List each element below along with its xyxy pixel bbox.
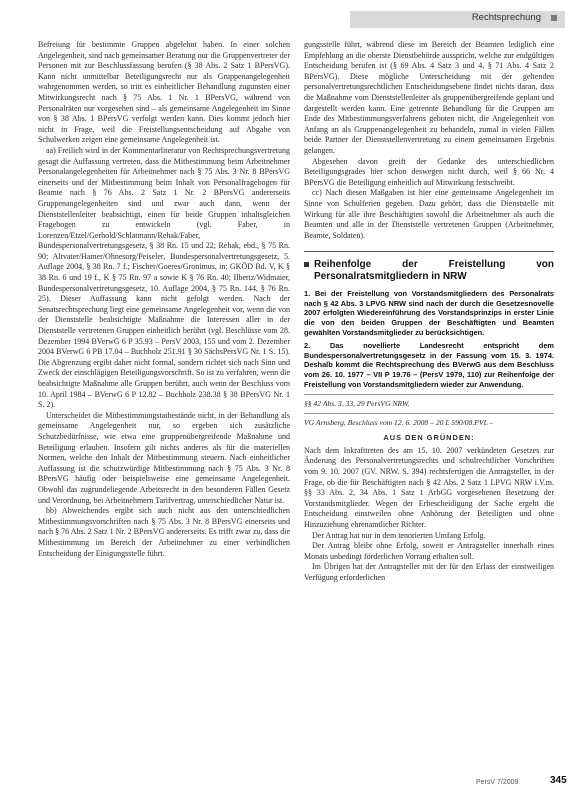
body-paragraph: Nach dem Inkrafttreten des am 15. 10. 2007 verkündeten Gesetzes zur Änderung des Personalvertretungsrechts und schulrechtlicher Vorschriften vom 9. 10. 2007 (GV. NRW. S. 394) rechtsfertigen die Antragsteller, in der Frage, ob die für Beschäftigten nach § 42 Abs. 2 Satz 1 LPVG NRW i.V.m. §§ 33 Abs. 2, 34 Abs. 1 Satz 1 ArbGG vorgesehenen Besetzung der Vorstandsmitglieder. Wegen der Erbescheidigung der Sache ergeht die Entscheidung einstweilen ohne Anhörung der Beteiligten und ohne Hinzuziehung ehrenamtlicher Richter. (304, 445, 554, 529)
section-title: Reihenfolge der Freistellung von Personalratsmitgliedern in NRW (314, 259, 554, 283)
headnotes (304, 289, 554, 389)
court-reference: VG Arnsberg, Beschluss vom 12. 6. 2008 – 20 L 590/08.PVL – (304, 413, 554, 428)
body-paragraph: gungsstelle führt, während diese im Bereich der Beamten lediglich eine Empfehlung an die oberste Dienstbehörde ausspricht, welche zur endgültigen Entscheidung berufen ist (§ 69 Abs. 4 Satz 3 und 4, § 71 Abs. 4 Satz 2 BPersVG). Diese mögliche Unterscheidung mit der geltenden personalvertretungsrechtlichen Entscheidungsebene findet nichts daran, dass die Maßnahme vom Dienststellenleiter als gruppenübergreifende geplant und dargestellt werden kann. Eine getrennte Behandlung für die Gruppen am Ende des Mitbestimmungsverfahrens geboten nicht, die Angelegenheit von Anfang an als Gruppenangelegenheit zu behandeln, zumal in vielen Fällen beide Partner der Dienststellenvertretung zu einem gemeinsamen Ergebnis gelangen. (304, 40, 554, 155)
journal-reference: PersV 7/2009 (476, 779, 519, 786)
body-paragraph: Im Übrigen hat der Antragsteller mit der für den Erlass der einstweiligen Verfügung erforderlichen (304, 562, 554, 582)
section-heading (304, 259, 554, 283)
left-column (38, 40, 290, 559)
decision-section (304, 251, 554, 583)
body-paragraph: Abgesehen davon greift der Gedanke des unterschiedlichen Beteiligungsgrades hier schon deswegen nicht durch, weil § 66 Nr. 4 BPersVG die Beteiligung einheitlich auf Mitwirkung festschreibt. (304, 156, 554, 187)
body-paragraph: aa) Freilich wird in der Kommentarliteratur von Rechtsprechungsvertretung gesagt die Auffassung vertreten, dass die Mitbestimmung beim Arbeitnehmer Personalangelegenheiten für Arbeitnehmer nach § 75 Abs. 3 Nr. 8 BPersVG einerseits und der Mitbestimmung beim Inhalt von Personalfragebogen für Beamte nach § 76 Abs. 2 Satz 1 Nr. 2 BPersVG andererseits Gruppenangelegenheiten sind und zwar auch dann, wenn der Dienststellenleiter beabsichtigt, einen für beide Gruppen inhaltsgleichen Fragebogen zu entwickeln (vgl. Faber, in Lorenzen/Etzel/Gerhold/Schlatmann/Rehak/Faber, Bundespersonalvertretungsgesetz, § 38 Rn. 15 und 22; Rehak, ebd., § 75 Rn. 90; Altvater/Hamer/Ohnesorg/Peiseler, Bundespersonalvertretungsgesetz, 5. Auflage 2004, § 38 Rn. 7 f.; Fischer/Goeres/Gronimus, in: GKÖD Bd. V, K § 38 Rn. 6 und 19 f., K § 75 Rn. 97 a sowie K § 76 Rn. 40; Ilbertz/Widmaier, Bundespersonalvertretungsgesetz, 10. Auflage 2004, § 75 Rn. 144, § 76 Rn. 25). Dieser Auffassung kann nicht gefolgt werden. Nach der Senatsrechtsprechung liegt eine gemeinsame Angelegenheit vor, wenn die von der Dienststelle beabsichtigte Maßnahme die Interessen aller in der Dienststelle vertretenen Gruppen einheitlich berührt (vgl. Beschlüsse vom 28. Dezember 1994 BVerwG 6 P 35.93 – PersV 2003, 155 und vom 2. Dezember 2004 BVerwG 6 PB 17.04 – Buchholz 251.91 § 30 SächsPersVG Nr. 1 S. 15). Die Abgrenzung ergibt daher nicht formal, sondern richtet sich nach Sinn und Zweck der einschlägigen Beteiligungsvorschrift. So ist zu verfahren, wenn die beabsichtigte Maßnahme alle Gruppen berührt, auch wenn der Beschluss vom 10. April 1984 – BVerwG 6 P 12.82 – Buchholz 238.38 § 38 BPersVG Nr. 1 S. 2). (38, 145, 290, 410)
headnote: 1. Bei der Freistellung von Vorstandsmitgliedern des Personalrats nach § 42 Abs. 3 LPVG NRW sind nach der durch die Gesetzesnovelle 2007 erfolgten Wiedereinführung des Vorstandsprinzips in erster Linie die von den beiden Gruppen der Beschäftigten und Beamten gewählten Vorstandsmitglieder zu berücksichtigen. (304, 289, 554, 337)
section-label: Rechtsprechung (471, 12, 541, 23)
body-paragraph: Befreiung für bestimmte Gruppen abgelehnt haben. In einer solchen Angelegenheit, sind nach gemeinsamer Beratung nur die Gruppenvertreter der Personen mit zur Beschlussfassung berufen (§ 38 Abs. 2 Satz 1 BPersVG). Kann nicht unmittelbar Beteiligungsrecht nur als Gruppenangelegenheit wahrgenommen werden, so tritt es einheitlicher Behandlung zugunsten einer Mitwirkungsrecht nach § 75 Abs. 1 Nr. 1 BPersVG, während von Personalräten nur vorgesehen sind – als gemeinsame Angelegenheit im Sinne von § 38 Abs. 1 BPersVG verfolgt werden kann. Dies kommt jedoch hier nicht in Frage, weil die Freistellungsentscheidung auf Abgabe von Schulwerken zeigen eine gemeinsame Angelegenheit ist. (38, 40, 290, 145)
body-paragraph: Der Antrag hat nur in dem tenorierten Umfang Erfolg. (312, 530, 486, 540)
statute-citations: §§ 42 Abs. 3, 33, 29 PersVG NRW. (304, 394, 554, 409)
headnote: 2. Das novellierte Landesrecht entspricht dem Bundespersonalvertretungsgesetz in der Fassung vom 15. 3. 1974. Deshalb kommt die Rechtsprechung des BVerwG aus dem Beschluss vom 26. 10. 1977 – VII P 19.76 – (PersV 1979, 110) zur Reihenfolge der Freistellung von Vorstandsmitgliedern wieder zur Anwendung. (304, 341, 554, 389)
page-number: 345 (550, 775, 567, 786)
square-bullet-icon (551, 15, 557, 21)
square-bullet-icon (304, 262, 309, 267)
right-column (304, 40, 554, 584)
running-header (350, 11, 565, 28)
reasons-heading: AUS DEN GRÜNDEN: (383, 433, 475, 443)
body-paragraph: cc) Nach diesen Maßgaben ist hier eine gemeinsame Angelegenheit im Sinne von Schulferien gegeben. Dazu gehört, dass die Dienststelle mit Wirkung für alle ihre Beschäftigten sowohl die Arbeitnehmer als auch die Beamten und alle in der Dienststelle vertretenen Gruppen (Arbeitnehmer, Beamte, Soldaten). (304, 188, 554, 240)
body-paragraph: Der Antrag bleibt ohne Erfolg, soweit er Antragsteller innerhalb eines Monats unbedingt förderlichen Vorrang erhalten soll. (304, 541, 554, 561)
body-paragraph: bb) Abweichendes ergibt sich auch nicht aus den unterschiedlichen Mitbestimmungsvorschriften nach § 75 Abs. 3 Nr. 8 BPersVG einerseits und nach § 76 Abs. 2 Satz 1 Nr. 2 BPersVG andererseits. Es trifft zwar zu, dass die Mitbestimmung im Bereich der Arbeitnehmer zu einer verbindlichen Entscheidung der Einigungsstelle führt. (38, 506, 290, 558)
body-paragraph: Unterscheidet die Mitbestimmungstatbestände nicht, in der Behandlung als gemeinsame Angelegenheit nur, so ergeben sich zusätzliche Schutzbedürfnisse, wie etwa eine gruppenübergreifende Maßnahme und Beteiligung erlauben. Insofern gilt nichts anderes als für die materiellen Normen, welche den Inhalt der Mitbestimmung steuern. Nach einheitlicher Auffassung ist die schutzwürdige Mitbestimmung nach § 75 Abs. 3 Nr. 8 BPersVG häufig oder beispielsweise eine gemeinsame Angelegenheit. Obwohl das zugrundeliegende Arbeitsrecht in den besonderen Fällen Gesetz und Verordnung, bei Arbeitnehmern Tarifvertrag, unterschiedlicher Natur ist. (38, 410, 290, 505)
